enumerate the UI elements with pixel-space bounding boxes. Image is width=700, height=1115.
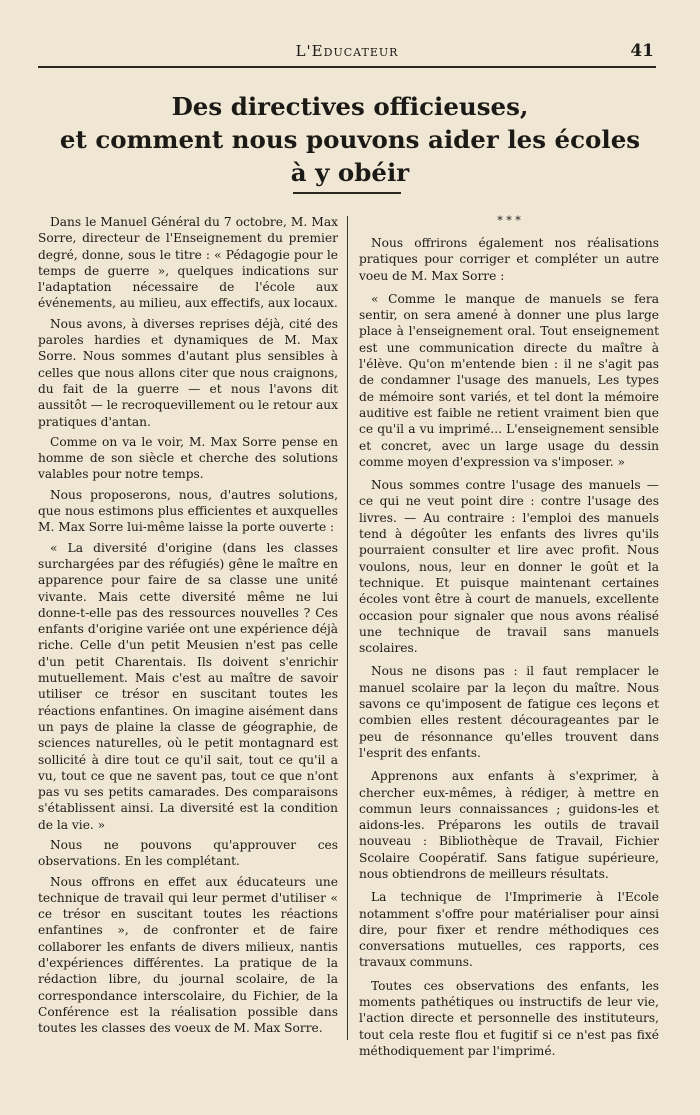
- quoted-paragraph: « La diversité d'origine (dans les classes surchargées par des réfugiés) gêne le maître en apparence pour faire de sa classe une unité vivante. Mais cette diversité même ne lui donne-t-elle pas des ressources nouvelles ? Ces enfants d'origine variée ont une expérience déjà riche. Celle d'un petit Meusien n'est pas celle d'un petit Charentais. Ils doivent s'enrichir mutuellement. Mais c'est au maître de savoir utiliser ce trésor en suscitant toutes les réactions enfantines. On imagine aisément dans un pays de plaine la classe de géographie, de sciences naturelles, où le petit montagnard est sollicité à dire tout ce qu'il sait, tout ce qu'il a vu, tout ce que ne savent pas, tout ce que n'ont pas vu ses petits camarades. Des comparaisons s'établissent ainsi. La diversité est la condition de la vie. »: [38, 540, 338, 832]
- paragraph: Apprenons aux enfants à s'exprimer, à chercher eux-mêmes, à rédiger, à mettre en commun leurs connaissances ; guidons-les et aidons-les. Préparons les outils de travail nouveau : Bibliothèque de Travail, Fichier Scolaire Coopératif. Sans fatigue supérieure, nous obtiendrons de meilleurs résultats.: [359, 769, 659, 881]
- paragraph: Nous ne disons pas : il faut remplacer le manuel scolaire par la leçon du maître. Nous savons ce qu'imposent de fatigue ces leçons et combien elles restent décourageantes par le peu de résonnance qu'elles trouvent dans l'esprit des enfants.: [359, 664, 659, 760]
- quoted-paragraph: « Comme le manque de manuels se fera sentir, on sera amené à donner une plus large place à l'enseignement oral. Tout enseignement est une communication directe du maître à l'élève. Qu'on m'entende bien : il ne s'agit pas de condamner l'usage des manuels, Les types de mémoire sont variés, et tel dont la mémoire auditive est faible ne retient vraiment bien que ce qu'il a vu imprimé... L'enseignement sensible et concret, avec un large usage du dessin comme moyen d'expression va s'imposer. »: [359, 291, 659, 469]
- page-number: 41: [630, 41, 654, 61]
- paragraph: Nous offrirons également nos réalisations pratiques pour corriger et compléter un autre voeu de M. Max Sorre :: [359, 236, 659, 283]
- paragraph: Nous avons, à diverses reprises déjà, cité des paroles hardies et dynamiques de M. Max Sorre. Nous sommes d'autant plus sensibles à celles que nous allons citer que nous craignons, du fait de la guerre — et nous l'avons dit aussitôt — le recroquevillement ou le retour aux pratiques d'antan.: [38, 316, 338, 429]
- paragraph: La technique de l'Imprimerie à l'Ecole notamment s'offre pour matérialiser pour ainsi dire, pour fixer et rendre méthodiques ces conversations mutuelles, ces rapports, ces travaux communs.: [359, 890, 659, 970]
- paragraph: Nous proposerons, nous, d'autres solutions, que nous estimons plus efficientes et auxquelles M. Max Sorre lui-même laisse la porte ouverte :: [38, 487, 338, 535]
- title-line-1: Des directives officieuses,: [171, 92, 529, 121]
- header-rule: [38, 66, 656, 68]
- running-head: [38, 42, 656, 66]
- section-separator: [359, 216, 659, 225]
- title-underline-rule: [293, 192, 401, 194]
- paragraph: Toutes ces observations des enfants, les moments pathétiques ou instructifs de leur vie, l'action directe et personnelle des instituteurs, tout cela reste flou et fugitif si ce n'est pas fixé méthodiquement par l'imprimé.: [359, 978, 659, 1058]
- title-line-3: à y obéir: [290, 158, 410, 187]
- paragraph: Comme on va le voir, M. Max Sorre pense en homme de son siècle et cherche des solutions valables pour notre temps.: [38, 434, 338, 482]
- column-divider: [347, 216, 348, 1040]
- right-column: [359, 214, 659, 1066]
- journal-name: L'Educateur: [295, 42, 399, 60]
- paragraph: Nous offrons en effet aux éducateurs une technique de travail qui leur permet d'utiliser « ce trésor en suscitant toutes les réactions enfantines », de confronter et de faire collaborer les enfants de divers milieux, nantis d'expériences différentes. La pratique de la rédaction libre, du journal scolaire, de la correspondance interscolaire, du Fichier, de la Conférence est la réalisation possible dans toutes les classes des voeux de M. Max Sorre.: [38, 874, 338, 1036]
- article-title: [40, 90, 660, 189]
- paragraph: Dans le Manuel Général du 7 octobre, M. Max Sorre, directeur de l'Enseignement du premier degré, donne, sous le titre : « Pédagogie pour le temps de guerre », quelques indications sur l'adaptation nécessaire de l'école aux événements, au milieu, aux effectifs, aux locaux.: [38, 215, 338, 311]
- paragraph: Nous sommes contre l'usage des manuels — ce qui ne veut point dire : contre l'usage des livres. — Au contraire : l'emploi des manuels tend à dégoûter les enfants des livres qu'ils pourraient consulter et lire avec profit. Nous voulons, nous, leur en donner le goût et la technique. Et puisque maintenant certaines écoles vont être à court de manuels, excellente occasion pour signaler que nous avons réalisé une technique de travail sans manuels scolaires.: [359, 478, 659, 656]
- paragraph: Nous ne pouvons qu'approuver ces observations. En les complétant.: [38, 837, 338, 869]
- asterism: * * *: [497, 214, 521, 227]
- left-column: [38, 214, 338, 1041]
- title-line-2: et comment nous pouvons aider les écoles: [59, 125, 641, 154]
